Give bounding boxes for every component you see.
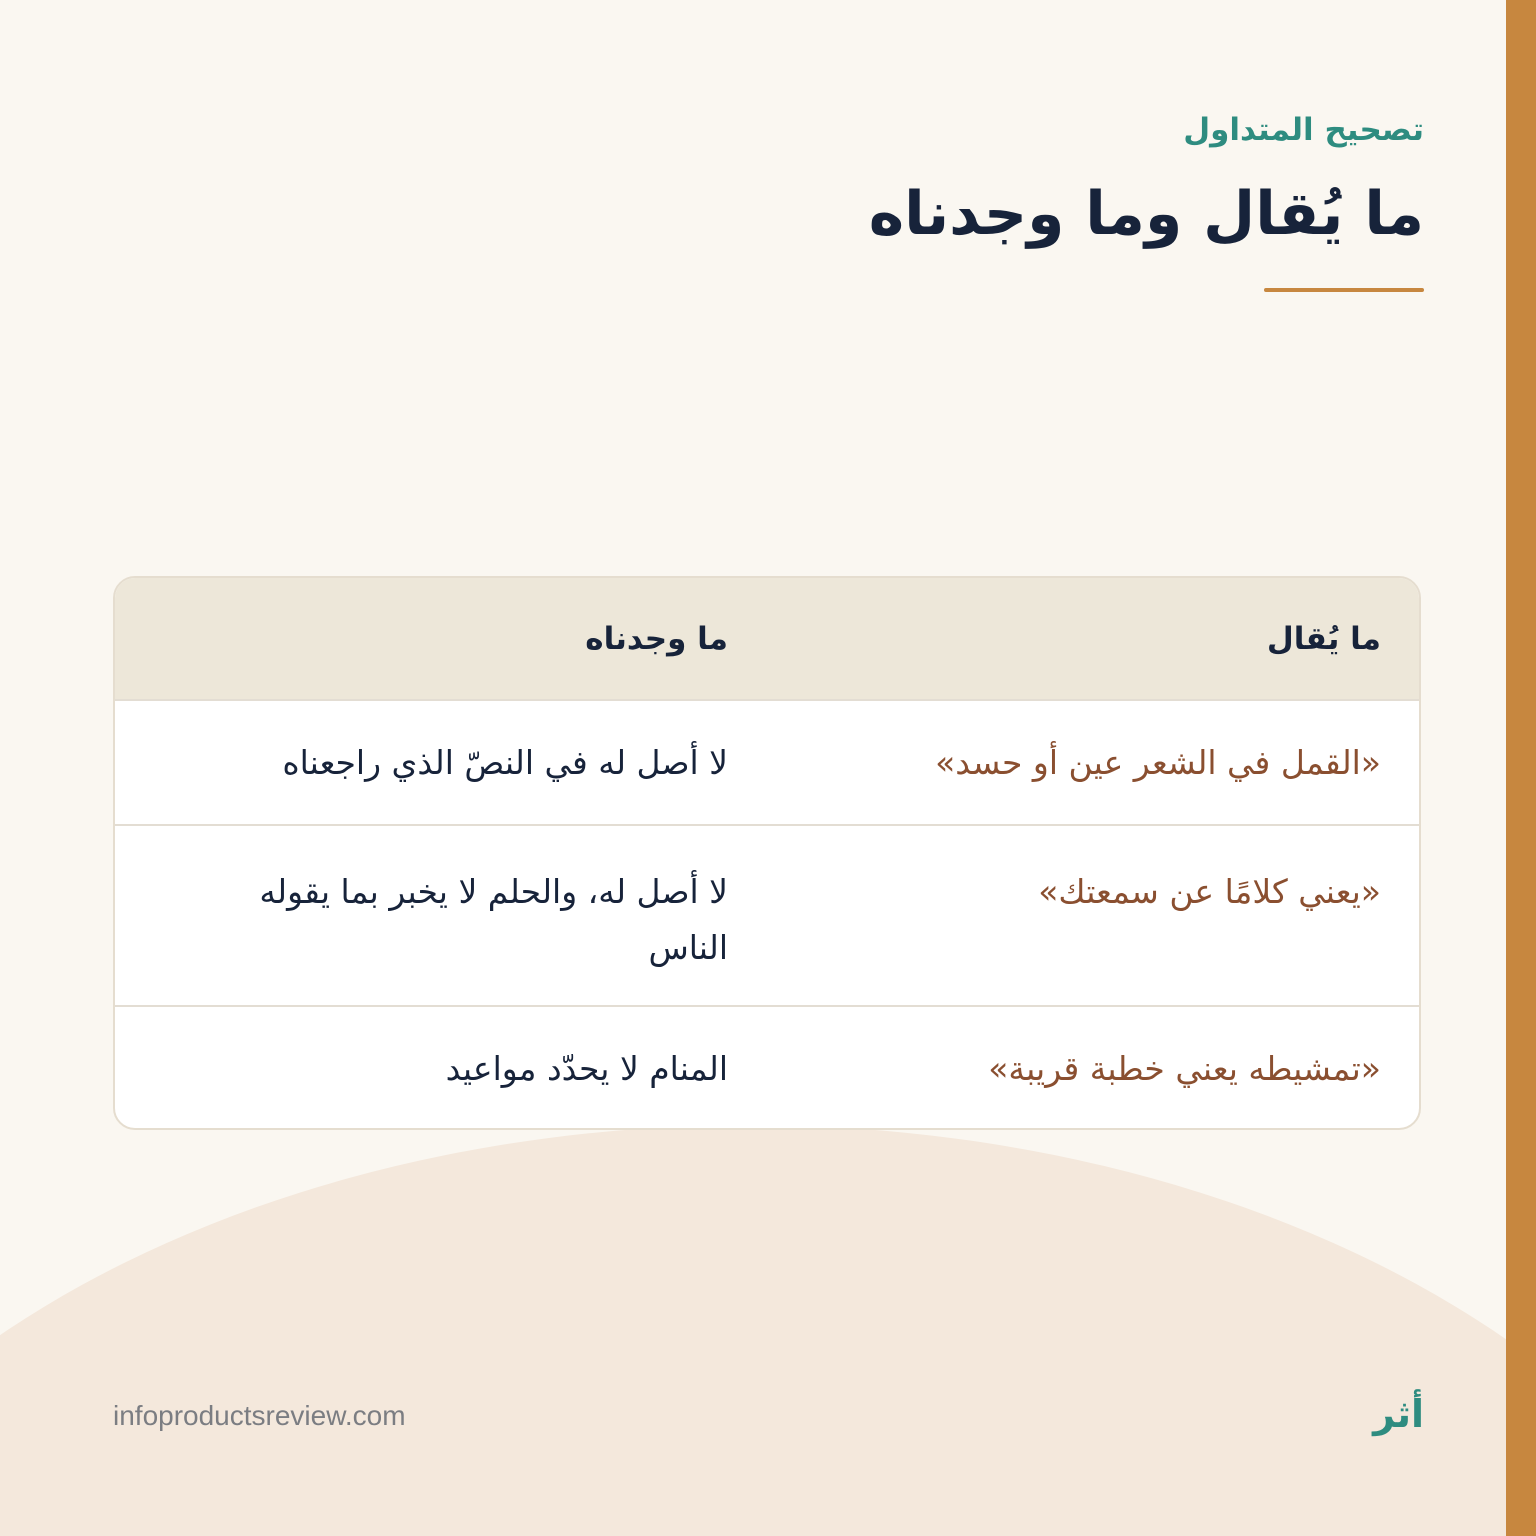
table-row <box>115 1007 1419 1130</box>
found-cell: المنام لا يحدّد مواعيد <box>445 1048 728 1088</box>
footer-url: infoproductsreview.com <box>113 1400 406 1431</box>
header <box>869 108 1424 254</box>
said-cell: «تمشيطه يعني خطبة قريبة» <box>988 1048 1381 1088</box>
title-underline <box>1264 288 1424 292</box>
brand-logo: أثر <box>1373 1392 1424 1436</box>
eyebrow-label: تصحيح المتداول <box>1183 112 1424 148</box>
table-header-row <box>115 578 1419 701</box>
accent-side-bar <box>1506 0 1536 1536</box>
found-cell: لا أصل له، والحلم لا يخبر بما يقوله الناس <box>259 872 728 967</box>
comparison-table <box>113 576 1421 1130</box>
column-header-found: ما وجدناه <box>585 620 728 657</box>
table-row <box>115 826 1419 1007</box>
said-cell: «يعني كلامًا عن سمعتك» <box>1038 872 1381 911</box>
page-title: ما يُقال وما وجدناه <box>868 179 1424 249</box>
found-cell: لا أصل له في النصّ الذي راجعناه <box>282 742 728 782</box>
said-cell: «القمل في الشعر عين أو حسد» <box>935 742 1381 782</box>
column-header-said: ما يُقال <box>1266 620 1381 657</box>
background-arc <box>0 1125 1536 1536</box>
table-row <box>115 701 1419 826</box>
